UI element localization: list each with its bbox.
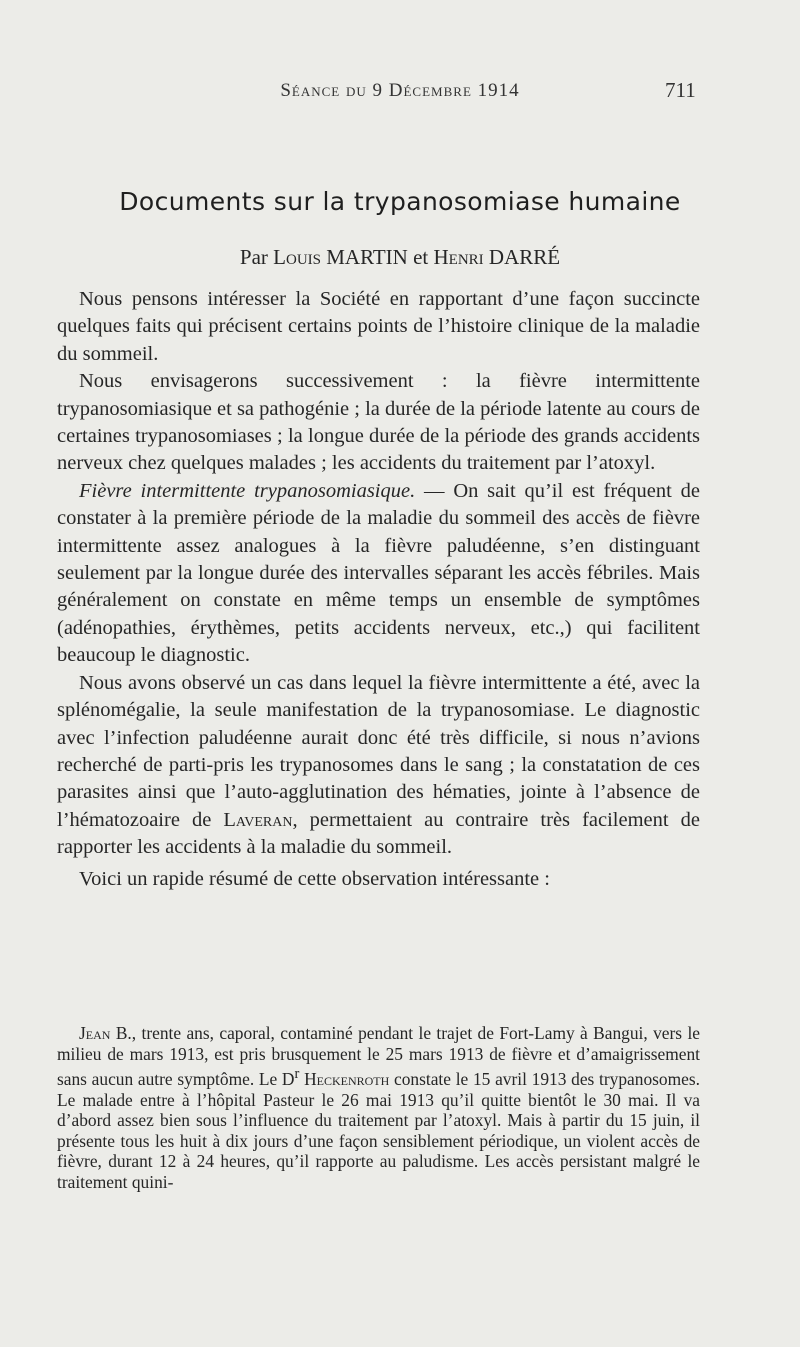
byline-conjunction: et bbox=[413, 245, 429, 269]
author2-last-name: DARRÉ bbox=[488, 245, 561, 269]
observation-text-a: B., trente ans, caporal, contaminé pendant le trajet de Fort-Lamy à Bangui, vers le milieu de mars 1913, est pris brusquement le 25 mars 1913 de fièvre et d’amaigrissement sans aucun autre symptôme. Le D bbox=[57, 1023, 700, 1089]
doctor-abbrev-sup: r bbox=[294, 1066, 300, 1083]
observation-text-b: constate le 15 avril 1913 des trypanosomes. Le malade entre à l’hôpital Pasteur le 26 mai 1913 qu’il quitte bientôt le 30 mai. Il va d’abord assez bien sous l’influence du traitement par l’atoxyl. Mais à partir du 15 juin, il présente tous les huit à dix jours d’une façon sensiblement périodique, un violent accès de fièvre, durant 12 à 24 heures, qu’il rapporte au paludisme. Les accès persistant malgré le traitement quini- bbox=[57, 1068, 700, 1192]
patient-name: Jean bbox=[79, 1023, 111, 1043]
paragraph-case-text-a: Nous avons observé un cas dans lequel la fièvre intermittente a été, avec la splénomégalie, la seule manifestation de la trypanosomiase. Le diagnostic avec l’infection paludéenne aurait donc été très difficile, si nous n’avions recherché de parti-pris les trypanosomes dans le sang ; la constatation de ces parasites ainsi que l’auto-agglutination des hématies, jointe à l’absence de l’hématozoaire de bbox=[57, 671, 700, 831]
paragraph-outline: Nous envisagerons successivement : la fièvre intermittente trypanosomiasique et sa pathogénie ; la durée de la période latente au cours de certaines trypanosomiases ; la longue durée de la période des grands accidents nerveux chez quelques malades ; les accidents du traitement par l’atoxyl. bbox=[57, 370, 700, 475]
paragraph-intro: Nous pensons intéresser la Société en rapportant d’une façon succincte quelques faits qui précisent certains points de l’histoire clinique de la maladie du sommeil. bbox=[57, 288, 700, 365]
running-head bbox=[0, 78, 800, 108]
observation-block bbox=[57, 1023, 700, 1193]
doctor-name: Heckenroth bbox=[304, 1068, 390, 1089]
article-title: Documents sur la trypanosomiase humaine bbox=[119, 187, 681, 216]
paragraph-fever bbox=[57, 478, 700, 670]
observation-paragraph bbox=[57, 1023, 700, 1193]
byline bbox=[0, 245, 800, 270]
paragraph-case bbox=[57, 670, 700, 862]
paragraph-case-text-b: , permettaient au contraire très facilement de rapporter les accidents à la maladie du sommeil. bbox=[57, 808, 700, 859]
section-heading-fever: Fièvre intermittente trypanosomiasique. bbox=[79, 479, 416, 502]
author1-last-name: MARTIN bbox=[326, 245, 408, 269]
paragraph-summary-intro: Voici un rapide résumé de cette observation intéressante : bbox=[79, 867, 550, 890]
page-number: 711 bbox=[665, 78, 696, 102]
laveran-name: Laveran bbox=[223, 808, 293, 831]
byline-prefix: Par bbox=[239, 245, 268, 269]
article-body bbox=[57, 286, 700, 893]
paragraph-fever-text: — On sait qu’il est fréquent de constater à la première période de la maladie du sommeil des accès de fièvre intermittente assez analogues à la fièvre paludéenne, s’en distinguant seulement par la longue durée des intervalles séparant les accès fébriles. Mais généralement on constate en même temps un ensemble de symptômes (adénopathies, érythèmes, petits accidents nerveux, etc.,) qui facilitent beaucoup le diagnostic. bbox=[57, 479, 700, 667]
running-title: Séance du 9 Décembre 1914 bbox=[280, 80, 520, 101]
author2-first-name: Henri bbox=[433, 245, 484, 269]
author1-first-name: Louis bbox=[273, 245, 321, 269]
